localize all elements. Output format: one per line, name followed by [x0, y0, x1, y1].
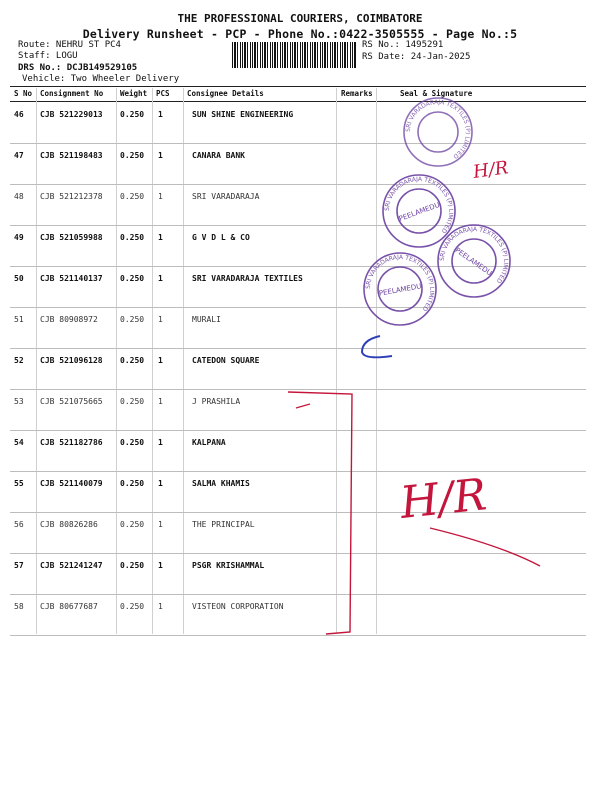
- row-sno: 51: [14, 315, 24, 324]
- row-pcs: 1: [158, 356, 163, 365]
- row-weight: 0.250: [120, 192, 145, 201]
- row-consignee: PSGR KRISHAMMAL: [192, 561, 265, 570]
- row-sno: 57: [14, 561, 24, 570]
- col-sno: S No: [14, 89, 33, 98]
- row-pcs: 1: [158, 561, 163, 570]
- row-sno: 53: [14, 397, 24, 406]
- row-sno: 56: [14, 520, 24, 529]
- row-sno: 58: [14, 602, 24, 611]
- col-remarks: Remarks: [341, 89, 373, 98]
- table-row: [10, 512, 586, 554]
- drs-number: DRS No.: DCJB149529105: [18, 63, 138, 73]
- row-consignment: CJB 521140079: [40, 479, 103, 488]
- row-weight: 0.250: [120, 561, 145, 570]
- table-row: [10, 225, 586, 267]
- table-row: [10, 307, 586, 349]
- barcode: [232, 42, 356, 68]
- table-row: [10, 143, 586, 185]
- company-title: THE PROFESSIONAL COURIERS, COIMBATORE: [177, 12, 423, 25]
- row-weight: 0.250: [120, 438, 145, 447]
- stamp-center-text: PEELAMEDU: [453, 246, 494, 278]
- row-pcs: 1: [158, 233, 163, 242]
- row-weight: 0.250: [120, 274, 145, 283]
- table-row: [10, 553, 586, 595]
- row-consignment: CJB 521075665: [40, 397, 103, 406]
- row-sno: 54: [14, 438, 24, 447]
- row-sno: 52: [14, 356, 24, 365]
- table-row: [10, 266, 586, 308]
- row-consignee: CANARA BANK: [192, 151, 245, 160]
- row-weight: 0.250: [120, 602, 145, 611]
- col-consignee: Consignee Details: [187, 89, 264, 98]
- staff: Staff: LOGU: [18, 51, 78, 61]
- handwritten-signature: H/R: [397, 469, 490, 529]
- row-pcs: 1: [158, 397, 163, 406]
- row-consignee: THE PRINCIPAL: [192, 520, 255, 529]
- handwritten-signature: H/R: [471, 157, 510, 183]
- row-weight: 0.250: [120, 151, 145, 160]
- runsheet-title: Delivery Runsheet - PCP - Phone No.:0422-3505555 - Page No.:5: [82, 27, 518, 41]
- row-consignee: CATEDON SQUARE: [192, 356, 260, 365]
- row-pcs: 1: [158, 479, 163, 488]
- row-consignee: J PRASHILA: [192, 397, 241, 406]
- row-pcs: 1: [158, 438, 163, 447]
- table-row: [10, 594, 586, 636]
- row-consignee: KALPANA: [192, 438, 226, 447]
- col-consignment: Consignment No: [40, 89, 104, 98]
- row-weight: 0.250: [120, 479, 145, 488]
- row-weight: 0.250: [120, 520, 145, 529]
- stamp-center-text: PEELAMEDU: [397, 200, 441, 224]
- table-row: [10, 471, 586, 513]
- rs-number: RS No.: 1495291: [362, 40, 444, 50]
- row-consignee: SRI VARADARAJA TEXTILES: [192, 274, 303, 283]
- row-weight: 0.250: [120, 233, 145, 242]
- row-consignment: CJB 521182786: [40, 438, 103, 447]
- stamp-ring-text: SRI VARADARAJA TEXTILES (P) LIMITED: [364, 253, 436, 313]
- table-header: [10, 89, 586, 101]
- row-consignment: CJB 521241247: [40, 561, 103, 570]
- row-consignment: CJB 521059988: [40, 233, 103, 242]
- row-pcs: 1: [158, 192, 163, 201]
- row-pcs: 1: [158, 274, 163, 283]
- rs-date: RS Date: 24-Jan-2025: [362, 52, 471, 62]
- vehicle: Vehicle: Two Wheeler Delivery: [22, 74, 180, 84]
- row-weight: 0.250: [120, 356, 145, 365]
- row-consignment: CJB 521096128: [40, 356, 103, 365]
- col-seal: Seal & Signature: [400, 89, 473, 98]
- route: Route: NEHRU ST PC4: [18, 40, 121, 50]
- row-sno: 47: [14, 151, 24, 160]
- table-row: [10, 348, 586, 390]
- row-pcs: 1: [158, 520, 163, 529]
- row-consignment: CJB 521140137: [40, 274, 103, 283]
- col-pcs: PCS: [156, 89, 170, 98]
- table-row: [10, 102, 586, 144]
- table-row: [10, 430, 586, 472]
- table-row: [10, 389, 586, 431]
- row-weight: 0.250: [120, 315, 145, 324]
- row-consignee: VISTEON CORPORATION: [192, 602, 284, 611]
- row-sno: 48: [14, 192, 24, 201]
- row-consignment: CJB 521212378: [40, 192, 103, 201]
- row-weight: 0.250: [120, 397, 145, 406]
- row-consignment: CJB 80826286: [40, 520, 98, 529]
- row-sno: 49: [14, 233, 24, 242]
- row-consignment: CJB 80677687: [40, 602, 98, 611]
- stamp-ring-text: SRI VARADARAJA TEXTILES (P) LIMITED: [404, 98, 472, 160]
- row-consignee: MURALI: [192, 315, 221, 324]
- row-pcs: 1: [158, 110, 163, 119]
- row-sno: 55: [14, 479, 24, 488]
- row-consignment: CJB 521198483: [40, 151, 103, 160]
- row-pcs: 1: [158, 602, 163, 611]
- row-consignment: CJB 80908972: [40, 315, 98, 324]
- row-pcs: 1: [158, 151, 163, 160]
- table-row: [10, 184, 586, 226]
- stamp-center-text: PEELAMEDU: [378, 282, 422, 298]
- row-sno: 50: [14, 274, 24, 283]
- row-consignee: SRI VARADARAJA: [192, 192, 260, 201]
- row-sno: 46: [14, 110, 24, 119]
- stamp-ring-text: SRI VARADARAJA TEXTILES (P) LIMITED: [438, 225, 510, 285]
- header-rule-top: [10, 86, 586, 87]
- row-consignee: SUN SHINE ENGINEERING: [192, 110, 294, 119]
- row-consignee: G V D L & CO: [192, 233, 250, 242]
- row-consignment: CJB 521229013: [40, 110, 103, 119]
- col-weight: Weight: [120, 89, 148, 98]
- row-pcs: 1: [158, 315, 163, 324]
- row-weight: 0.250: [120, 110, 145, 119]
- row-consignee: SALMA KHAMIS: [192, 479, 250, 488]
- stamp-ring-text: SRI VARADARAJA TEXTILES (P) LIMITED: [383, 175, 455, 235]
